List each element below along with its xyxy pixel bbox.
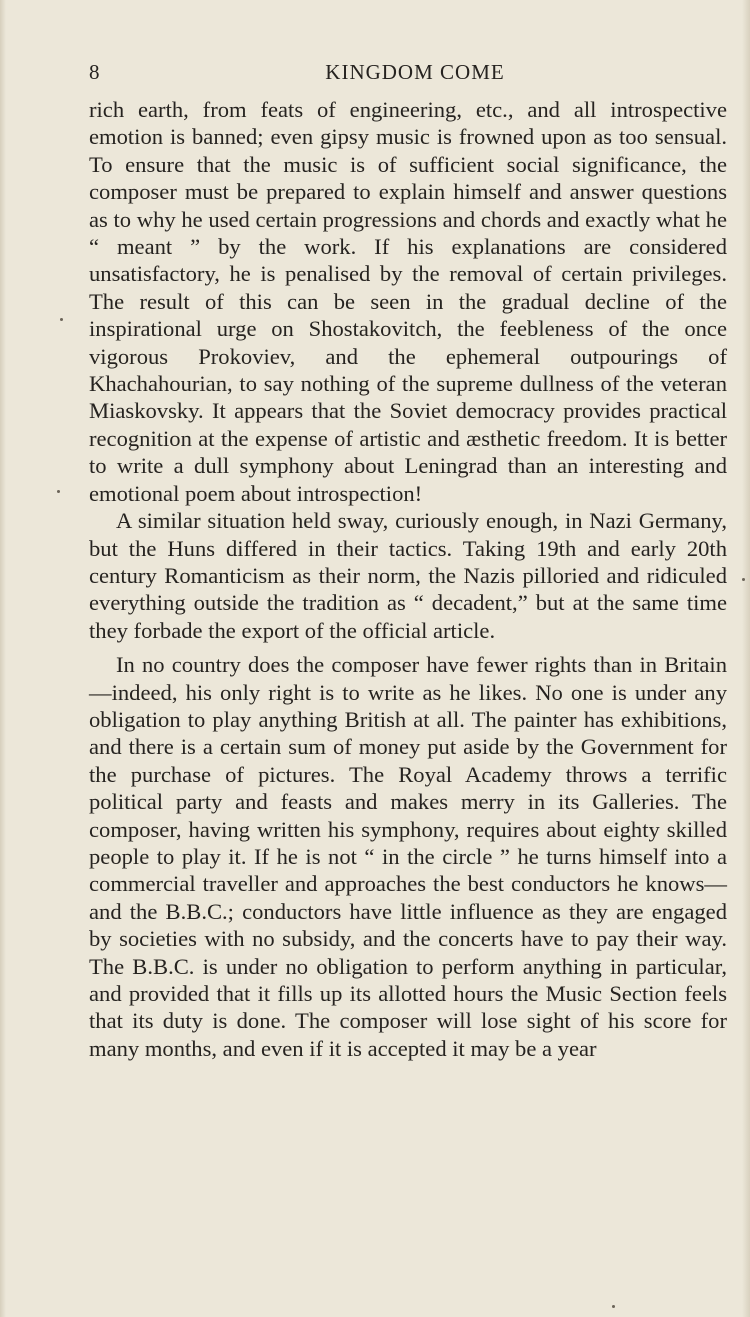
body-text [89,96,727,1062]
running-head [89,58,727,90]
paper-speck [60,318,63,321]
paper-speck [742,578,745,581]
page-number: 8 [89,60,101,84]
page-edge-right [742,0,750,1317]
running-title: KINGDOM COME [325,60,505,84]
paragraph-britain: In no country does the composer have fewer rights than in Britain—indeed, his only right is to write as he likes. No one is under any obligation to play anything British at all. The painter has exhibitions, and there is a certain sum of money put aside by the Government for the purchase of pictures. The Royal Academy throws a terrific political party and feasts and makes merry in its Galleries. The composer, having written his symphony, requires about eighty skilled people to play it. If he is not “ in the circle ” he turns himself into a commercial traveller and approaches the best conductors he knows—and the B.B.C.; conductors have little influence as they are engaged by societies with no subsidy, and the concerts have to pay their way. The B.B.C. is under no obligation to perform anything in particular, and provided that it fills up its allotted hours the Music Section feels that its duty is done. The composer will lose sight of his score for many months, and even if it is accepted it may be a year [89,652,727,1061]
paper-speck [57,490,60,493]
paper-speck [612,1305,615,1308]
page-edge-left [0,0,6,1317]
paragraph-nazi-germany: A similar situation held sway, curiously enough, in Nazi Germany, but the Huns differed in their tactics. Taking 19th and early 20th century Romanticism as their norm, the Nazis pilloried and ridiculed everything outside the tradition as “ decadent,” but at the same time they forbade the export of the official article. [89,508,727,643]
paragraph-continued: rich earth, from feats of engineering, etc., and all introspective emotion is banned; even gipsy music is frowned upon as too sensual. To ensure that the music is of sufficient social significance, the composer must be prepared to explain himself and answer questions as to why he used certain progressions and chords and exactly what he “ meant ” by the work. If his explanations are considered unsatisfactory, he is penalised by the removal of certain privileges. The result of this can be seen in the gradual decline of the inspirational urge on Shostakovitch, the feebleness of the once vigorous Prokoviev, and the ephemeral outpourings of Khachahourian, to say nothing of the supreme dullness of the veteran Miaskovsky. It appears that the Soviet democracy provides practical recognition at the expense of artistic and æsthetic freedom. It is better to write a dull symphony about Leningrad than an interesting and emotional poem about introspection! [89,97,727,506]
